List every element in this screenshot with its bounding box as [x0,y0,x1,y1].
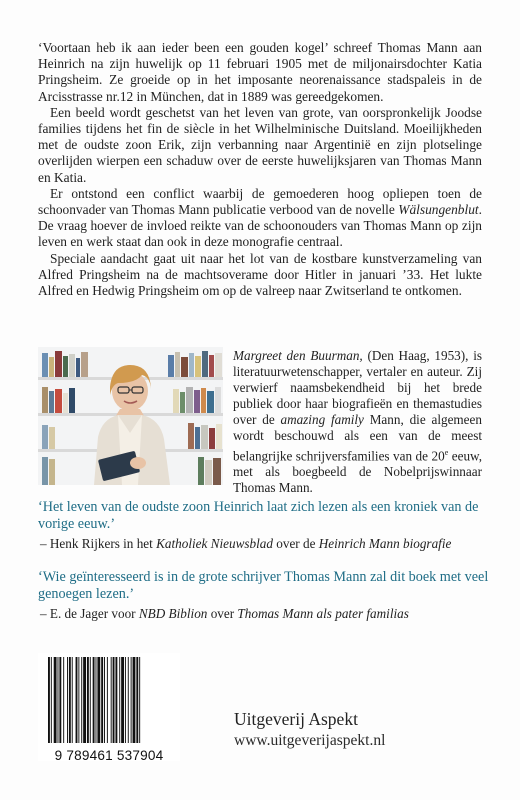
novelle-title: Wälsungenblut [398,202,479,218]
barcode-bar [101,657,103,743]
review-quote-2: ‘Wie geïnteresseerd is in de grote schrijver Thomas Mann zal dit boek met veel genoegen lezen.’ [38,569,489,603]
barcode-bar [78,657,79,743]
barcode-bar [128,657,129,743]
blurb-text: Speciale aandacht gaat uit naar het lot van de kostbare kunstverzameling van Alfred Pringsheim na de machtsoverame door Hitler in januari ’33. Het lukte Alfred en Hedwig Pringsheim om op de valreep naar Zwitserland te ontkomen. [38,250,482,299]
barcode-bar [111,657,112,743]
barcode-bar [104,657,105,743]
barcode-bar [76,657,78,743]
barcode-bar [87,657,89,743]
barcode-bar [139,657,140,743]
barcode-bar [81,657,82,743]
barcode-bar [72,657,73,743]
barcode-bar [90,657,91,743]
blurb-text: . De vraag hoever de invloed reikte van de schoonouders van Thomas Mann op zijn leven en werk staat dan ook in deze monografie centraal. [38,202,482,250]
opening-quote: ‘Voortaan heb ik aan ieder been een gouden kogel’ [38,40,328,55]
bio-text: Mann, die algemeen wordt beschouwd als een van de meest belangrijke schrijversfamilies van de 20 [233,412,482,463]
review-attribution-2 [40,606,490,622]
barcode-bar [113,657,115,743]
blurb-paragraph-3 [38,186,482,251]
blurb-paragraph-2 [38,105,482,186]
barcode-bar [107,657,108,743]
barcode-bar [54,657,57,743]
attribution-book: Thomas Mann als pater familias [237,606,409,621]
barcode-bar [59,657,61,743]
attribution-text: – Henk Rijkers in het [40,536,157,551]
barcode-bar [121,657,124,743]
barcode-bar [48,657,50,743]
barcode-bar [97,657,100,743]
attribution-book: Heinrich Mann biografie [318,536,452,551]
attribution-source: Katholiek Nieuwsblad [156,536,273,551]
barcode-bar [115,657,117,743]
review-quote-1: ‘Het leven van de oudste zoon Heinrich laat zich lezen als een kroniek van de vorige eeuw.’ [38,499,479,533]
barcode-bar [125,657,126,743]
century-superscript: e [444,447,449,457]
publisher-name: Uitgeverij Aspekt [234,709,358,729]
blurb-paragraph-1 [38,40,482,105]
attribution-text: – E. de Jager voor [40,606,139,621]
blurb-text: Er ontstond een conflict waarbij de gemoederen hoog opliepen toen de schoonvader van Thomas Mann publicatie verbood van de novelle [38,185,482,218]
barcode-bar [119,657,120,743]
blurb-text: Een beeld wordt geschetst van het leven van grote, van oorspronkelijk Joodse families tijdens het fin de siècle in het Wilhelminische Duitsland. Moeilijkheden met de oudste zoon Erik, zijn verbanning naar Argentinië en zijn plotselinge overlijden wierpen een schaduw over de eerste huwelijksjaren van Thomas Mann en Katia. [38,104,482,185]
bio-text: (Den Haag, 1953), is literatuurwetenschapper, vertaler en auteur. Zij verwierf naamsbekendheid bij het brede publiek door haar biografieën en themastudies over de [233,348,482,428]
author-name: Margreet den Buurman, [233,348,363,363]
barcode-bar [93,657,95,743]
barcode-bar [136,657,138,743]
barcode-bar [58,657,59,743]
barcode [38,653,180,761]
barcode-bar [83,657,86,743]
bio-emphasis: amazing family [280,412,364,428]
blurb-text: schreef Thomas Mann aan Heinrich na zijn huwelijk op 11 februari 1905 met de miljonairsdochter Katia Pringsheim. Ze groeide op in het imposante neorenaissance stadspaleis in de Arcisstrasse nr.12 in München, dat in 1889 was gereedgekomen. [38,40,482,104]
author-photo [38,347,223,485]
blurb-paragraph-4 [38,251,482,300]
book-blurb [38,40,482,299]
barcode-bar [67,657,68,743]
publisher-url[interactable]: www.uitgeverijaspekt.nl [234,732,386,749]
attribution-source: NBD Biblion [138,606,208,621]
barcode-bar [131,657,132,743]
attribution-text: over de [272,536,319,551]
bio-text: eeuw, met als boegbeeld de Nobelprijswinnaar Thomas Mann. [233,447,482,496]
barcode-bar [51,657,52,743]
author-bio-text [233,348,482,496]
author-bio [233,348,482,496]
isbn-number: 9 789461 537904 [54,748,164,763]
barcode-bar [63,657,64,743]
barcode-bar [133,657,136,743]
barcode-bars [38,653,180,749]
barcode-bar [69,657,71,743]
review-attribution-1 [40,536,490,552]
attribution-text: over [207,606,238,621]
barcode-bar [96,657,97,743]
